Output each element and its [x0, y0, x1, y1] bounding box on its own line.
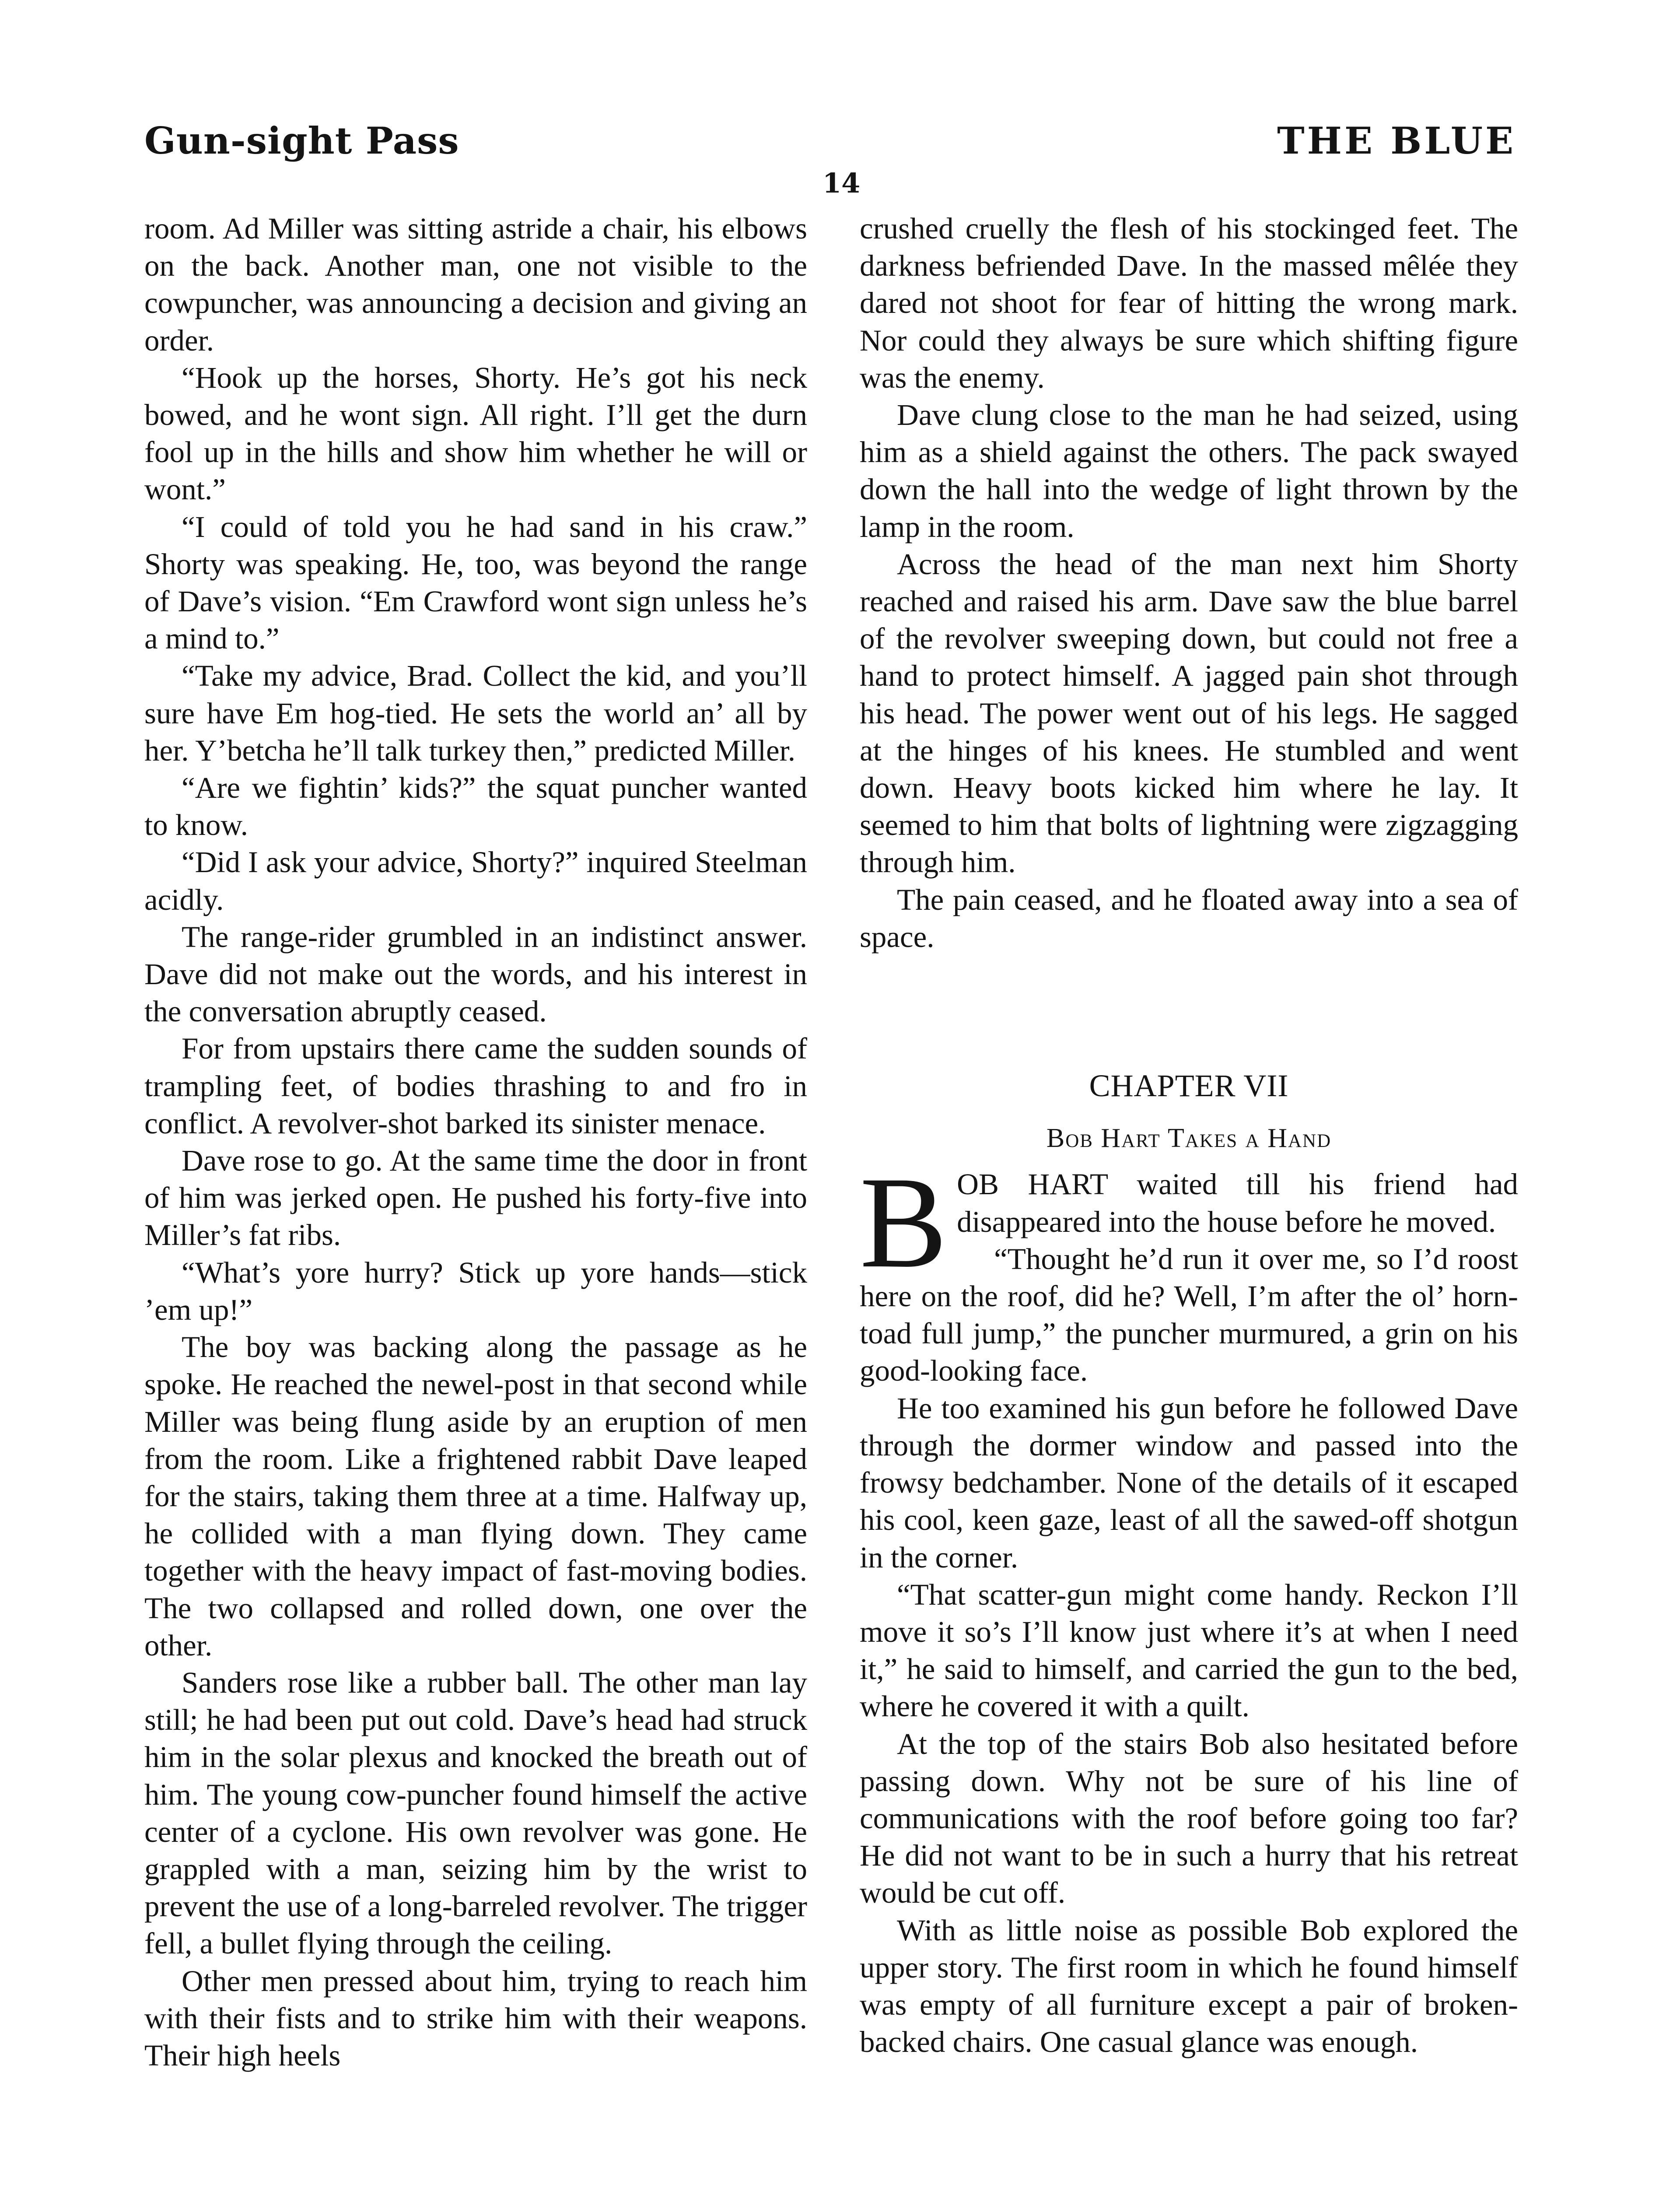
paragraph: Other men pressed about him, trying to reach him with their fists and to strike him with their weapons. Their high heels	[144, 1964, 807, 2072]
running-head-story-title: Gun-sight Pass	[144, 119, 459, 162]
paragraph: Across the head of the man next him Shorty reached and raised his arm. Dave saw the blue barrel of the revolver sweeping down, but could not free a hand to protect himself. A jagged pain shot through his head. The power went out of his legs. He sagged at the hinges of his knees. He stumbled and went down. Heavy boots kicked him where he lay. It seemed to him that bolts of lightning were zigzagging through him.	[860, 547, 1518, 879]
paragraph: “Did I ask your advice, Shorty?” inquired Steelman acidly.	[144, 845, 807, 916]
paragraph: The range-rider grumbled in an indistinct answer. Dave did not make out the words, and his interest in the conversation abruptly ceased.	[144, 920, 807, 1028]
page-number: 14	[822, 167, 861, 199]
left-text-column	[144, 210, 807, 2074]
chapter-title: Bob Hart Takes a Hand	[1046, 1123, 1332, 1154]
paragraph: “I could of told you he had sand in his craw.” Shorty was speaking. He, too, was beyond the range of Dave’s vision. “Em Crawford wont sign unless he’s a mind to.”	[144, 510, 807, 656]
paragraph: “Are we fightin’ kids?” the squat puncher wanted to know.	[144, 771, 807, 842]
paragraph: “Take my advice, Brad. Collect the kid, and you’ll sure have Em hog-tied. He sets the world an’ all by her. Y’betcha he’ll talk turkey then,” predicted Miller.	[144, 659, 807, 767]
paragraph: For from upstairs there came the sudden sounds of trampling feet, of bodies thrashing to and fro in conflict. A revolver-shot barked its sinister menace.	[144, 1032, 807, 1140]
paragraph: “Thought he’d run it over me, so I’d roost here on the roof, did he? Well, I’m after the ol’ horn-toad full jump,” the puncher murmured, a grin on his good-looking face.	[860, 1242, 1518, 1388]
paragraph: Sanders rose like a rubber ball. The other man lay still; he had been put out cold. Dave’s head had struck him in the solar plexus and knocked the breath out of him. The young cow-puncher found himself the active center of a cyclone. His own revolver was gone. He grappled with a man, seizing him by the wrist to prevent the use of a long-barreled revolver. The trigger fell, a bullet flying through the ceiling.	[144, 1666, 807, 1960]
drop-cap-letter: B	[860, 1150, 948, 1295]
running-head-magazine-title: THE BLUE	[1277, 119, 1516, 162]
paragraph: Dave rose to go. At the same time the door in front of him was jerked open. He pushed his forty-five into Miller’s fat ribs.	[144, 1144, 807, 1252]
paragraph: The boy was backing along the passage as he spoke. He reached the newel-post in that second while Miller was being flung aside by an eruption of men from the room. Like a frightened rabbit Dave leaped for the stairs, taking them three at a time. Halfway up, he collided with a man flying down. They came together with the heavy impact of fast-moving bodies. The two collapsed and rolled down, one over the other.	[144, 1330, 807, 1662]
paragraph: “What’s yore hurry? Stick up yore hands—stick ’em up!”	[144, 1255, 807, 1326]
paragraph: room. Ad Miller was sitting astride a chair, his elbows on the back. Another man, one not visible to the cowpuncher, was announcing a decision and giving an order.	[144, 212, 807, 357]
chapter-heading: CHAPTER VII	[1089, 1068, 1289, 1104]
right-text-column	[860, 210, 1518, 2061]
section-spacer	[860, 956, 1518, 1067]
paragraph: He too examined his gun before he followed Dave through the dormer window and passed into the frowsy bedchamber. None of the details of it escaped his cool, keen gaze, least of all the sawed-off shotgun in the corner.	[860, 1391, 1518, 1574]
paragraph: Dave clung close to the man he had seized, using him as a shield against the others. The pack swayed down the hall into the wedge of light thrown by the lamp in the room.	[860, 398, 1518, 543]
paragraph: “Hook up the horses, Shorty. He’s got his neck bowed, and he wont sign. All right. I’ll get the durn fool up in the hills and show him whether he will or wont.”	[144, 361, 807, 506]
paragraph: At the top of the stairs Bob also hesitated before passing down. Why not be sure of his line of communications with the roof before going too far? He did not want to be in such a hurry that his retreat would be cut off.	[860, 1727, 1518, 1910]
paragraph: crushed cruelly the flesh of his stockinged feet. The darkness befriended Dave. In the massed mêlée they dared not shoot for fear of hitting the wrong mark. Nor could they always be sure which shifting figure was the enemy.	[860, 212, 1518, 394]
opening-paragraph-text: OB HART waited till his friend had disappeared into the house before he moved.	[957, 1168, 1518, 1238]
opening-paragraph	[860, 1150, 1518, 1295]
heading-spacer	[860, 1105, 1518, 1120]
paragraph: The pain ceased, and he floated away into a sea of space.	[860, 883, 1518, 954]
paragraph: “That scatter-gun might come handy. Reckon I’ll move it so’s I’ll know just where it’s at when I need it,” he said to himself, and carried the gun to the bed, where he covered it with a quilt.	[860, 1578, 1518, 1723]
paragraph: With as little noise as possible Bob explored the upper story. The first room in which he found himself was empty of all furniture except a pair of broken-backed chairs. One casual glance was enough.	[860, 1913, 1518, 2059]
